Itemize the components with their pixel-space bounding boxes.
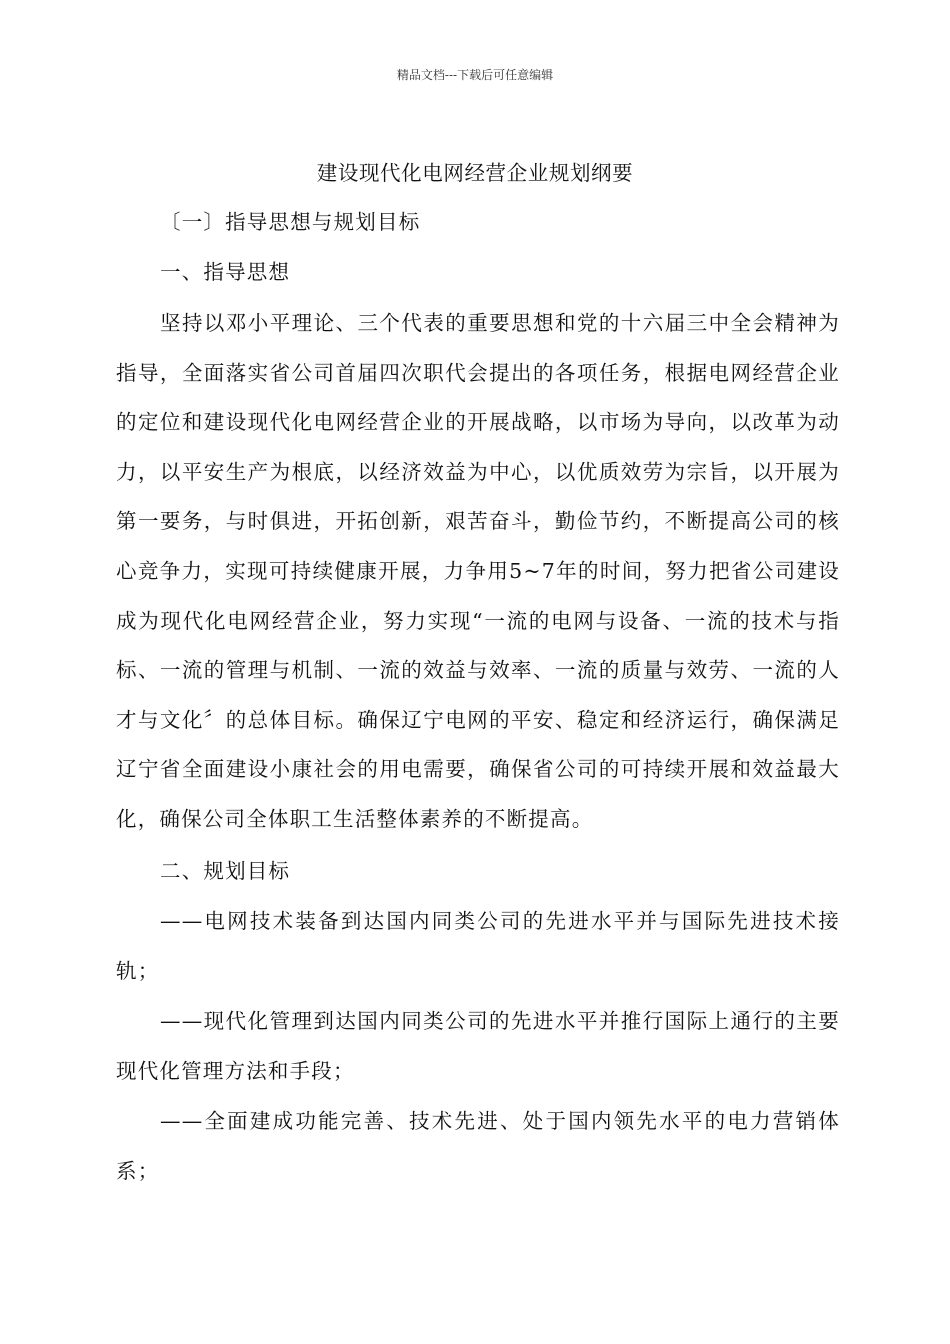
sub-heading-guiding-ideology: 一、指导思想 [160,260,291,284]
goal-item-3: ——全面建成功能完善、技术先进、处于国内领先水平的电力营销体系； [116,1109,840,1183]
document-title: 建设现代化电网经营企业规划纲要 [316,161,634,185]
section-heading: 〔一〕指导思想与规划目标 [160,210,421,234]
header-note: 精品文档---下载后可任意编辑 [396,68,554,82]
goal-item-2: ——现代化管理到达国内同类公司的先进水平并推行国际上通行的主要现代化管理方法和手段； [116,1009,840,1083]
paragraph-guiding-ideology: 坚持以邓小平理论、三个代表的重要思想和党的十六届三中全会精神为指导，全面落实省公司首届四次职代会提出的各项任务，根据电网经营企业的定位和建设现代化电网经营企业的开展战略，以市场为导向，以改革为动力，以平安生产为根底，以经济效益为中心，以优质效劳为宗旨，以开展为第一要务，与时俱进，开拓创新，艰苦奋斗，勤俭节约，不断提高公司的核心竞争力，实现可持续健康开展，力争用5~7年的时间，努力把省公司建设成为现代化电网经营企业，努力实现“一流的电网与设备、一流的技术与指标、一流的管理与机制、一流的效益与效率、一流的质量与效劳、一流的人才与文化〞的总体目标。确保辽宁电网的平安、稳定和经济运行，确保满足辽宁省全面建设小康社会的用电需要，确保省公司的可持续开展和效益最大化，确保公司全体职工生活整体素养的不断提高。 [116,311,840,831]
sub-heading-planning-goals: 二、规划目标 [160,859,291,883]
goal-item-1: ——电网技术装备到达国内同类公司的先进水平并与国际先进技术接轨； [116,909,840,983]
